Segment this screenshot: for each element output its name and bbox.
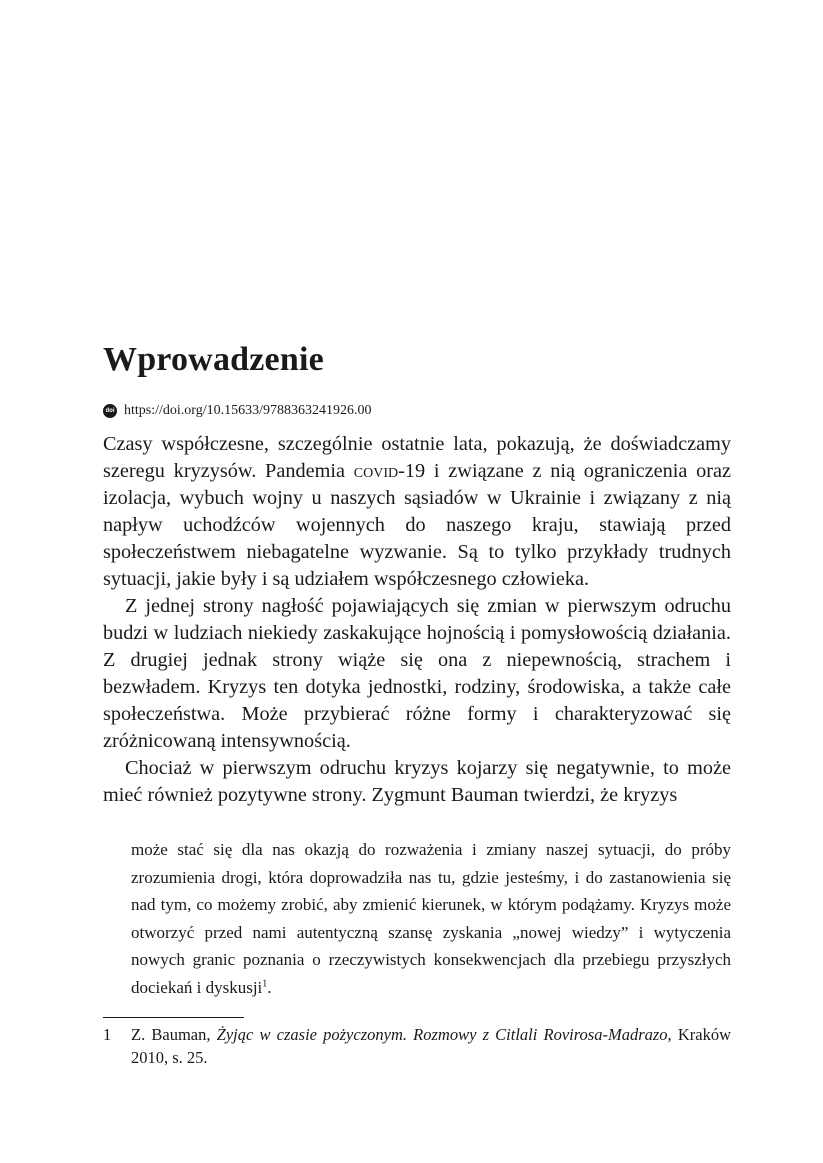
doi-line: [103, 401, 371, 421]
paragraph-1-part-b: i związane z nią ograniczenia oraz izolacja, wybuch wojny u naszych sąsiadów w Ukrainie i związany z nią napływ uchodźców wojennych do naszego kraju, stawiają przed społeczeństwem niebagatelne wyzwanie. Są to tylko przykłady trudnych sytuacji, jakie były i są udziałem współczesnego człowieka.: [103, 460, 731, 590]
paragraph-1-part-a: Czasy współczesne, szczególnie ostatnie lata, pokazują, że doświadczamy szeregu kryzysów. Pandemia: [103, 433, 731, 482]
footnote-divider: [103, 1017, 244, 1018]
doi-icon: doi: [103, 404, 117, 418]
paragraph-3: Chociaż w pierwszym odruchu kryzys kojarzy się negatywnie, to może mieć również pozytywne strony. Zygmunt Bauman twierdzi, że kryzys: [103, 757, 731, 806]
footnote-text: [131, 1023, 731, 1069]
chapter-heading: Wprowadzenie: [103, 341, 324, 378]
footnote-number: 1: [103, 1025, 112, 1044]
doi-link[interactable]: https://doi.org/10.15633/9788363241926.00: [124, 403, 372, 418]
footnote-title: Żyjąc w czasie pożyczonym. Rozmowy z Citlali Rovirosa-Madrazo: [216, 1025, 668, 1044]
body-text: [103, 431, 731, 809]
covid-term: covid-19: [353, 460, 426, 482]
paragraph-2: Z jednej strony nagłość pojawiających się zmian w pierwszym odruchu budzi w ludziach niekiedy zaskakujące hojnością i pomysłowością działania. Z drugiej jednak strony wiąże się ona z niepewnością, strachem i bezwładem. Kryzys ten dotyka jednostki, rodziny, środowiska, a także całe społeczeństwa. Może przybierać różne formy i charakteryzować się zróżnicowaną intensywnością.: [103, 595, 731, 752]
footnote-reference[interactable]: 1: [262, 977, 268, 989]
footnote-rest: , Kraków 2010, s. 25.: [131, 1025, 731, 1067]
quote-text: może stać się dla nas okazją do rozważenia i zmiany naszej sytuacji, do próby zrozumienia drogi, która doprowadziła nas tu, gdzie jesteśmy, i do zastanowienia się nad tym, co możemy zrobić, aby zmienić kierunek, w którym podążamy. Kryzys może otworzyć przed nami autentyczną szansę zyskania „nowej wiedzy” i wytyczenia nowych granic poznania o rzeczywistych konsekwencjach dla przebiegu przyszłych dociekań i dyskusji: [131, 840, 731, 997]
footnote-author: Z. Bauman,: [131, 1025, 217, 1044]
block-quote: może stać się dla nas okazją do rozważenia i zmiany naszej sytuacji, do próby zrozumienia drogi, która doprowadziła nas tu, gdzie jesteśmy, i do zastanowienia się nad tym, co możemy zrobić, aby zmienić kierunek, w którym podążamy. Kryzys może otworzyć przed nami autentyczną szansę zyskania „nowej wiedzy” i wytyczenia nowych granic poznania o rzeczywistych konsekwencjach dla przebiegu przyszłych dociekań i dyskusji$^1$.: [131, 840, 731, 997]
footnote: [103, 1023, 731, 1069]
paragraph-1: [103, 431, 731, 593]
